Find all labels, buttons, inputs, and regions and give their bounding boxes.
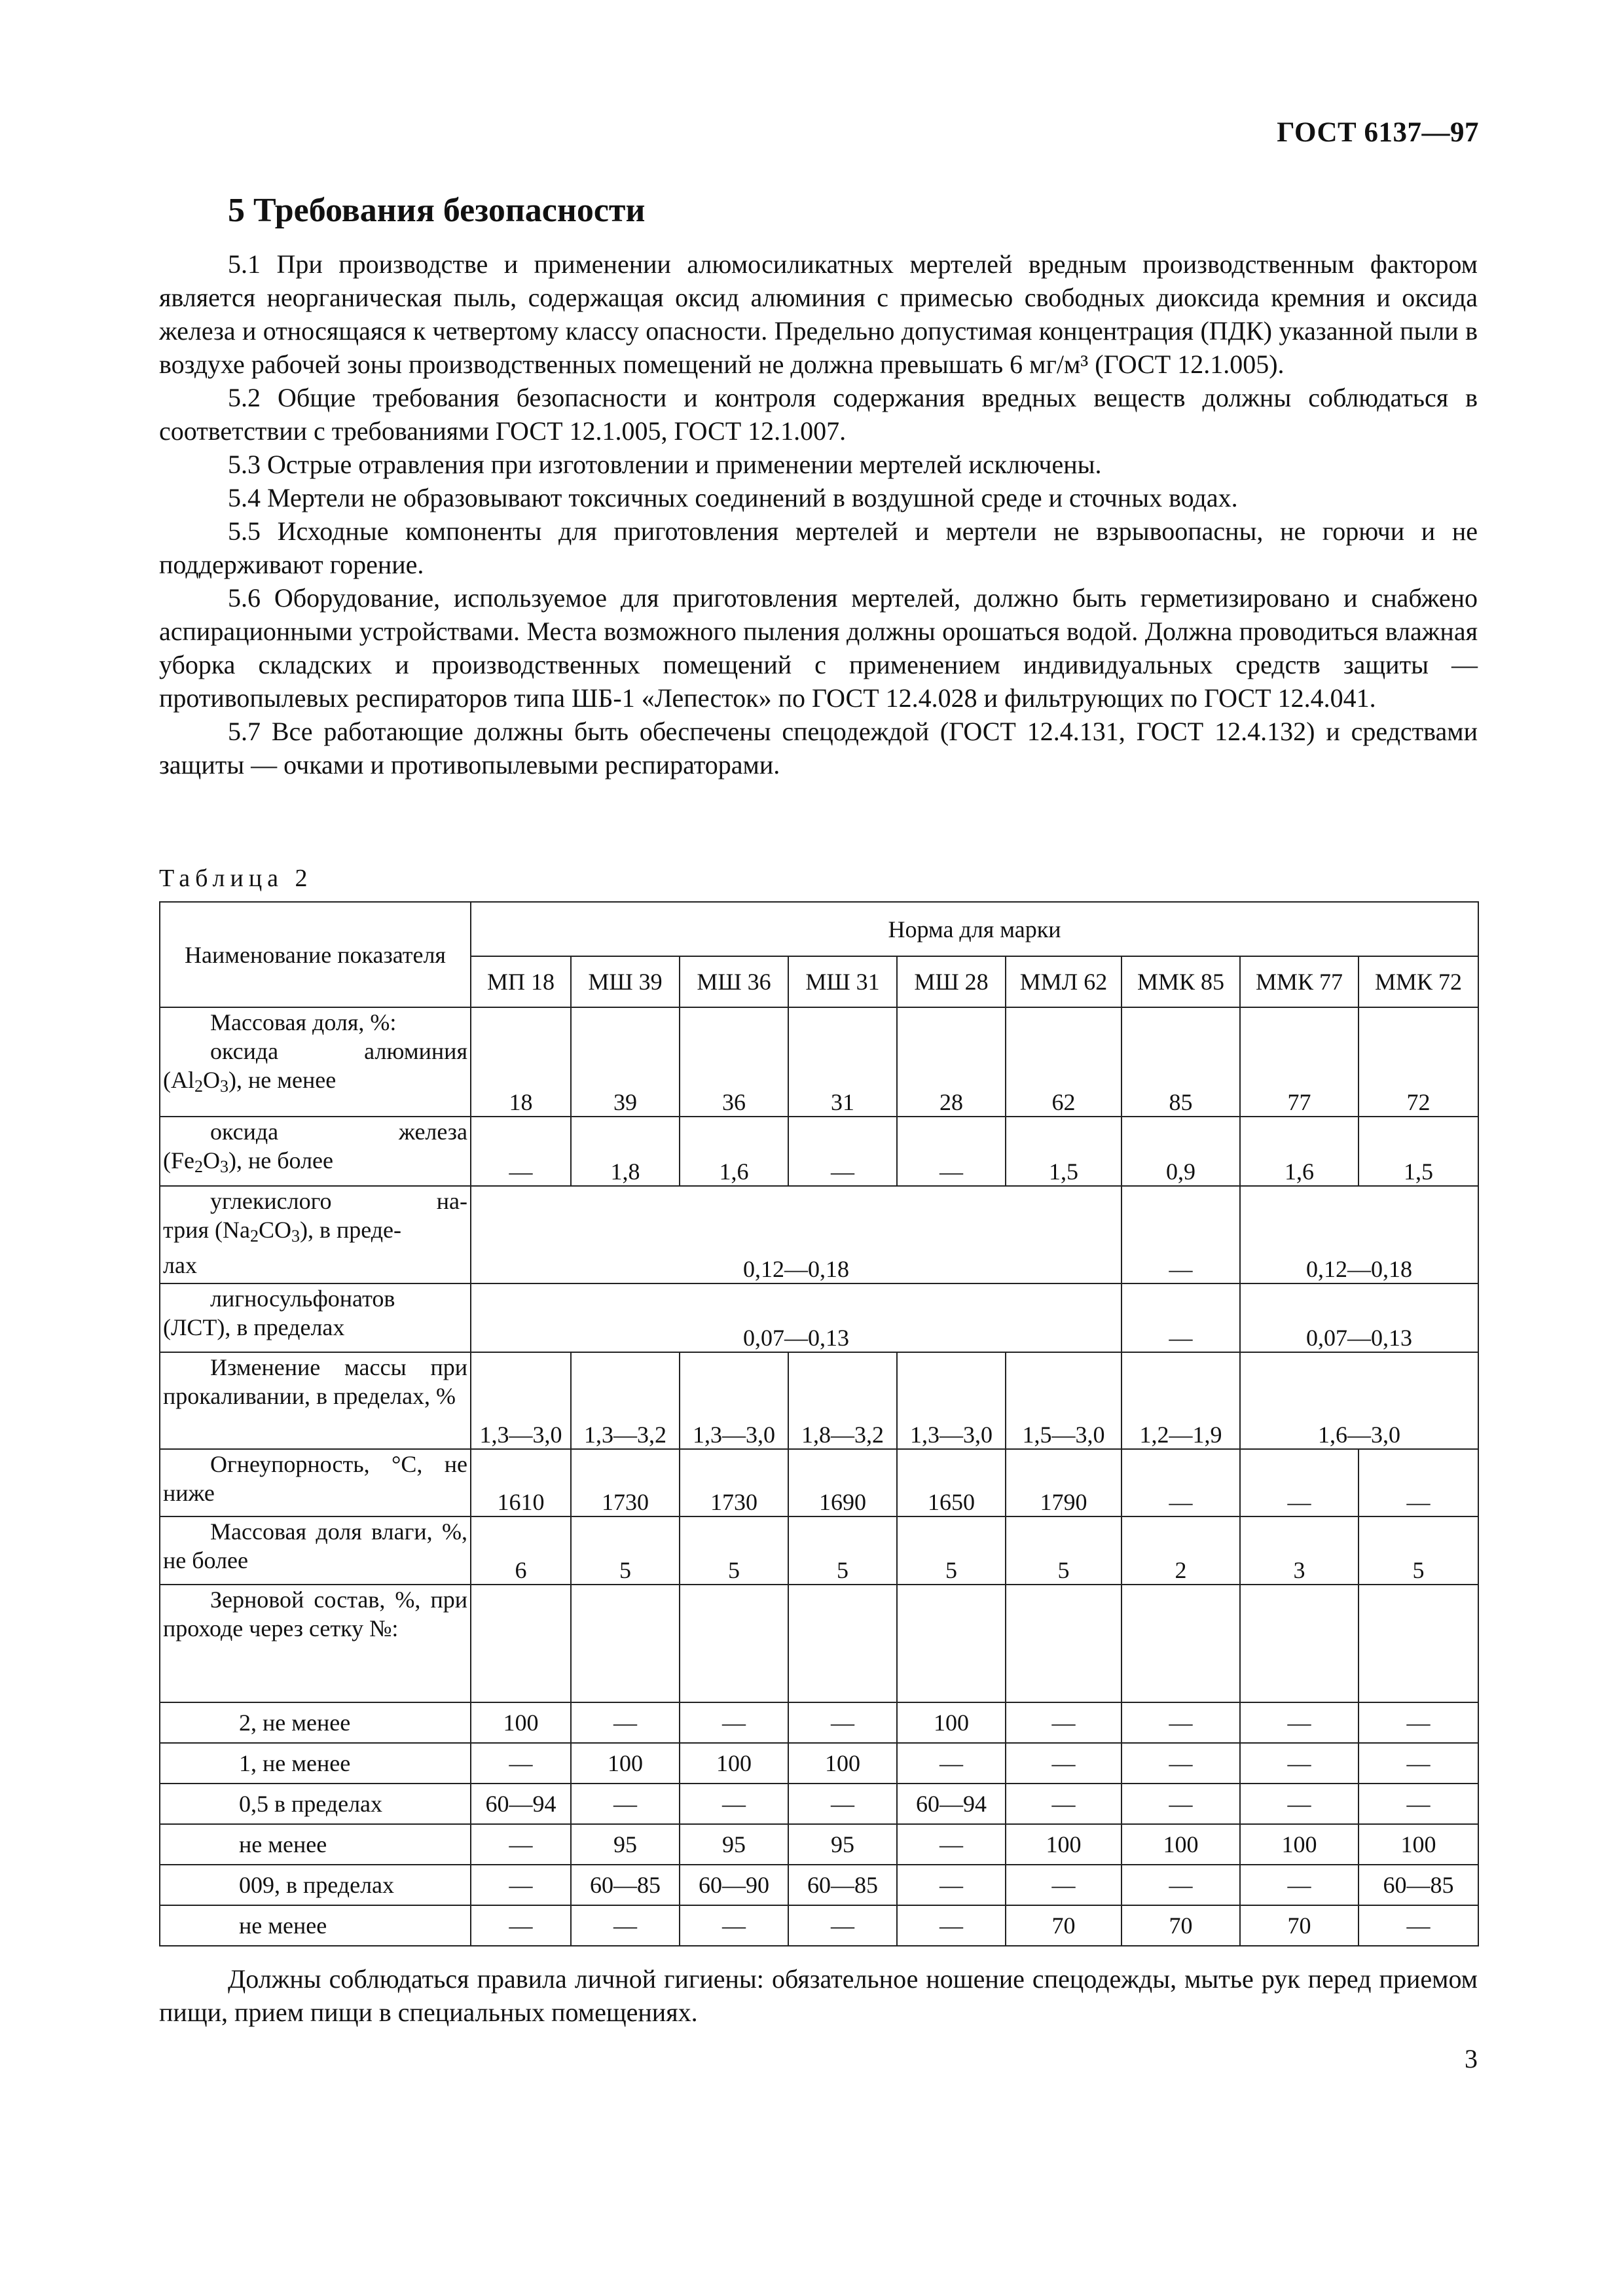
table-cell: 100 (1240, 1824, 1359, 1865)
table-cell: 72 (1359, 1007, 1478, 1117)
row-label: 2, не менее (160, 1702, 471, 1743)
row-label: не менее (160, 1824, 471, 1865)
row-label: Изменение массы при прокаливании, в пределах, % (160, 1352, 471, 1449)
table-cell: — (788, 1702, 897, 1743)
table-cell: 1,8 (571, 1117, 680, 1186)
table-cell: 18 (471, 1007, 571, 1117)
table-cell: — (471, 1117, 571, 1186)
row-label: лигносульфонатов (ЛСТ), в пределах (160, 1283, 471, 1352)
table-cell: — (1240, 1743, 1359, 1784)
table-cell: 3 (1240, 1516, 1359, 1585)
row-label: Зерновой состав, %, при проходе через сетку №: (160, 1585, 471, 1702)
table-cell-empty (1240, 1585, 1359, 1702)
table-cell-merged: 0,07—0,13 (1240, 1283, 1478, 1352)
table-cell: — (1122, 1865, 1240, 1905)
table-cell: 70 (1122, 1905, 1240, 1946)
table-cell: 5 (571, 1516, 680, 1585)
table-cell: — (571, 1784, 680, 1824)
table-cell: — (1006, 1865, 1122, 1905)
table-cell: — (1359, 1702, 1478, 1743)
table-row-alumina (160, 1007, 1478, 1117)
paragraph-5-4: 5.4 Мертели не образовывают токсичных соединений в воздушной среде и сточных водах. (228, 483, 1238, 512)
table-cell: 5 (1006, 1516, 1122, 1585)
row-label-line: лах (163, 1252, 197, 1278)
table-cell: 1,3—3,2 (571, 1352, 680, 1449)
table-cell: 1,5—3,0 (1006, 1352, 1122, 1449)
table-cell: 0,9 (1122, 1117, 1240, 1186)
table-cell-empty (788, 1585, 897, 1702)
table-cell: — (897, 1905, 1006, 1946)
table-cell: — (1240, 1702, 1359, 1743)
table-cell: 100 (471, 1702, 571, 1743)
paragraph-5-1: 5.1 При производстве и применении алюмосиликатных мертелей вредным производственным фактором является неорганическая пыль, содержащая оксид алюминия с примесью свободных диоксида кремния и оксида железа и относящаяся к четвертому классу опасности. Предельно допустимая концентрация (ПДК) указанной пыли в воздухе рабочей зоны производственных помещений не должна превышать 6 мг/м³ (ГОСТ 12.1.005). (159, 249, 1478, 379)
table-cell: — (788, 1117, 897, 1186)
table-cell: — (1359, 1449, 1478, 1516)
table-row-grain (160, 1824, 1478, 1865)
table-cell-empty (680, 1585, 788, 1702)
table-cell: 100 (788, 1743, 897, 1784)
table-cell: 60—94 (471, 1784, 571, 1824)
table-cell-empty (471, 1585, 571, 1702)
table-cell: 1,5 (1006, 1117, 1122, 1186)
table-cell: 1790 (1006, 1449, 1122, 1516)
table-cell: 36 (680, 1007, 788, 1117)
column-header: ММЛ 62 (1006, 956, 1122, 1007)
param-header: Наименование показателя (160, 902, 471, 1007)
table-cell: 1610 (471, 1449, 571, 1516)
page-number: 3 (1465, 2044, 1478, 2073)
table-cell: 1,6 (680, 1117, 788, 1186)
table-cell: 5 (897, 1516, 1006, 1585)
row-label (160, 1186, 471, 1283)
row-label-line: оксида алюминия (210, 1038, 467, 1064)
row-label: 009, в пределах (160, 1865, 471, 1905)
row-label-line: $(Al_2O_3)$, не менее (163, 1067, 337, 1096)
table-row-lignosulfonate (160, 1283, 1478, 1352)
table-cell: 85 (1122, 1007, 1240, 1117)
table-cell: — (1006, 1784, 1122, 1824)
table-row-refractoriness (160, 1449, 1478, 1516)
table-cell-merged: 0,12—0,18 (1240, 1186, 1478, 1283)
paragraph-5-3: 5.3 Острые отравления при изготовлении и применении мертелей исключены. (228, 450, 1102, 479)
table-cell: 6 (471, 1516, 571, 1585)
table-cell: 100 (897, 1702, 1006, 1743)
table-cell: — (471, 1865, 571, 1905)
group-header: Норма для марки (471, 902, 1478, 956)
table-cell: 5 (680, 1516, 788, 1585)
column-header: ММК 77 (1240, 956, 1359, 1007)
table-cell: 1,8—3,2 (788, 1352, 897, 1449)
table-cell: — (1122, 1743, 1240, 1784)
table-cell: 70 (1006, 1905, 1122, 1946)
table-label: Таблица 2 (159, 865, 313, 892)
document-code: ГОСТ 6137—97 (1277, 117, 1479, 148)
column-header: ММК 85 (1122, 956, 1240, 1007)
table-cell: 1,5 (1359, 1117, 1478, 1186)
section-title: 5 Требования безопасности (228, 192, 646, 229)
table-cell: — (1122, 1784, 1240, 1824)
table-cell-empty (1359, 1585, 1478, 1702)
table-cell: — (1359, 1784, 1478, 1824)
table-cell: — (1359, 1905, 1478, 1946)
column-header: МП 18 (471, 956, 571, 1007)
table-cell: 28 (897, 1007, 1006, 1117)
table-cell: 1,3—3,0 (680, 1352, 788, 1449)
table-cell: — (471, 1905, 571, 1946)
table-cell: — (680, 1905, 788, 1946)
table-cell: — (571, 1702, 680, 1743)
table-cell: 95 (680, 1824, 788, 1865)
table-cell: — (1240, 1784, 1359, 1824)
table-cell: 1,3—3,0 (897, 1352, 1006, 1449)
table-cell: — (1122, 1702, 1240, 1743)
row-label (160, 1007, 471, 1117)
table-cell: 100 (680, 1743, 788, 1784)
paragraph-5-5: 5.5 Исходные компоненты для приготовления мертелей и мертели не взрывоопасны, не горючи и не поддерживают горение. (159, 516, 1478, 579)
hygiene-note: Должны соблюдаться правила личной гигиены: обязательное ношение спецодежды, мытье рук перед приемом пищи, прием пищи в специальных помещениях. (159, 1964, 1478, 2027)
table-cell: — (897, 1824, 1006, 1865)
table-cell: 5 (1359, 1516, 1478, 1585)
table-cell-empty (897, 1585, 1006, 1702)
row-label-line: углекислого на- (210, 1188, 467, 1214)
column-header: МШ 28 (897, 956, 1006, 1007)
table-cell: — (680, 1784, 788, 1824)
table-cell: — (1122, 1186, 1240, 1283)
table-cell-empty (1006, 1585, 1122, 1702)
table-cell: 70 (1240, 1905, 1359, 1946)
table-cell: — (1122, 1449, 1240, 1516)
table-cell-empty (571, 1585, 680, 1702)
row-label (160, 1117, 471, 1186)
table-cell: — (471, 1743, 571, 1784)
table-row-grain (160, 1743, 1478, 1784)
paragraph-5-7: 5.7 Все работающие должны быть обеспечены спецодеждой (ГОСТ 12.4.131, ГОСТ 12.4.132) и средствами защиты — очками и противопылевыми респираторами. (159, 717, 1478, 780)
paragraph-5-6: 5.6 Оборудование, используемое для приготовления мертелей, должно быть герметизировано и снабжено аспирационными устройствами. Места возможного пыления должны орошаться водой. Должна проводиться влажная уборка складских и производственных помещений с применением индивидуальных средств защиты — противопылевых респираторов типа ШБ-1 «Лепесток» по ГОСТ 12.4.028 и фильтрующих по ГОСТ 12.4.041. (159, 583, 1478, 713)
row-label: 0,5 в пределах (160, 1784, 471, 1824)
table-cell: — (571, 1905, 680, 1946)
row-label-line: трия $(Na_2CO_3)$, в преде- (163, 1217, 402, 1246)
table-header-row-1 (160, 902, 1478, 956)
table-cell-merged: 1,6—3,0 (1240, 1352, 1478, 1449)
table-row-grain (160, 1865, 1478, 1905)
table-cell: 62 (1006, 1007, 1122, 1117)
table-cell-merged: 0,12—0,18 (471, 1186, 1122, 1283)
table-row-moisture (160, 1516, 1478, 1585)
table-cell: 100 (1122, 1824, 1240, 1865)
norms-table (159, 901, 1479, 1946)
table-cell: 31 (788, 1007, 897, 1117)
table-cell: 5 (788, 1516, 897, 1585)
table-cell-empty (1122, 1585, 1240, 1702)
table-cell: 60—85 (571, 1865, 680, 1905)
table-cell: 100 (571, 1743, 680, 1784)
table-cell: 60—85 (788, 1865, 897, 1905)
table-cell: 60—85 (1359, 1865, 1478, 1905)
table-cell: 1,2—1,9 (1122, 1352, 1240, 1449)
table-cell: — (1240, 1865, 1359, 1905)
table-cell: 1690 (788, 1449, 897, 1516)
column-header: МШ 36 (680, 956, 788, 1007)
table-cell: — (1122, 1283, 1240, 1352)
table-cell: — (897, 1865, 1006, 1905)
row-label: не менее (160, 1905, 471, 1946)
table-cell: — (788, 1784, 897, 1824)
table-cell: — (1240, 1449, 1359, 1516)
table-cell: — (1359, 1743, 1478, 1784)
table-row-iron (160, 1117, 1478, 1186)
table-cell: 1730 (571, 1449, 680, 1516)
table-cell: — (471, 1824, 571, 1865)
table-cell: 1730 (680, 1449, 788, 1516)
table-row-grain-heading (160, 1585, 1478, 1702)
table-cell: 2 (1122, 1516, 1240, 1585)
table-cell: 39 (571, 1007, 680, 1117)
table-row-grain (160, 1702, 1478, 1743)
table-cell: — (1006, 1743, 1122, 1784)
table-cell: — (788, 1905, 897, 1946)
row-label-line: $(Fe_2O_3)$, не более (163, 1147, 333, 1176)
row-label-line: оксида железа (210, 1119, 467, 1145)
table-row-soda (160, 1186, 1478, 1283)
table-cell: 77 (1240, 1007, 1359, 1117)
row-label: Массовая доля влаги, %, не более (160, 1516, 471, 1585)
row-label: 1, не менее (160, 1743, 471, 1784)
row-label-line: Массовая доля, %: (210, 1009, 397, 1035)
table-cell: 100 (1006, 1824, 1122, 1865)
table-cell: — (897, 1117, 1006, 1186)
table-cell: 60—94 (897, 1784, 1006, 1824)
table-cell-merged: 0,07—0,13 (471, 1283, 1122, 1352)
table-row-grain (160, 1905, 1478, 1946)
table-row-mass-change (160, 1352, 1478, 1449)
table-cell: 95 (571, 1824, 680, 1865)
table-cell: — (680, 1702, 788, 1743)
row-label: Огнеупорность, °С, не ниже (160, 1449, 471, 1516)
table-cell: — (1006, 1702, 1122, 1743)
table-row-grain (160, 1784, 1478, 1824)
column-header: МШ 39 (571, 956, 680, 1007)
table-cell: 1650 (897, 1449, 1006, 1516)
table-cell: 1,6 (1240, 1117, 1359, 1186)
table-cell: 100 (1359, 1824, 1478, 1865)
table-cell: 1,3—3,0 (471, 1352, 571, 1449)
paragraph-block (159, 247, 1478, 781)
grain-rows (160, 1702, 1478, 1946)
column-header: МШ 31 (788, 956, 897, 1007)
column-header: ММК 72 (1359, 956, 1478, 1007)
paragraph-5-2: 5.2 Общие требования безопасности и контроля содержания вредных веществ должны соблюдаться в соответствии с требованиями ГОСТ 12.1.005, ГОСТ 12.1.007. (159, 383, 1478, 446)
table-cell: — (897, 1743, 1006, 1784)
table-cell: 95 (788, 1824, 897, 1865)
table-cell: 60—90 (680, 1865, 788, 1905)
